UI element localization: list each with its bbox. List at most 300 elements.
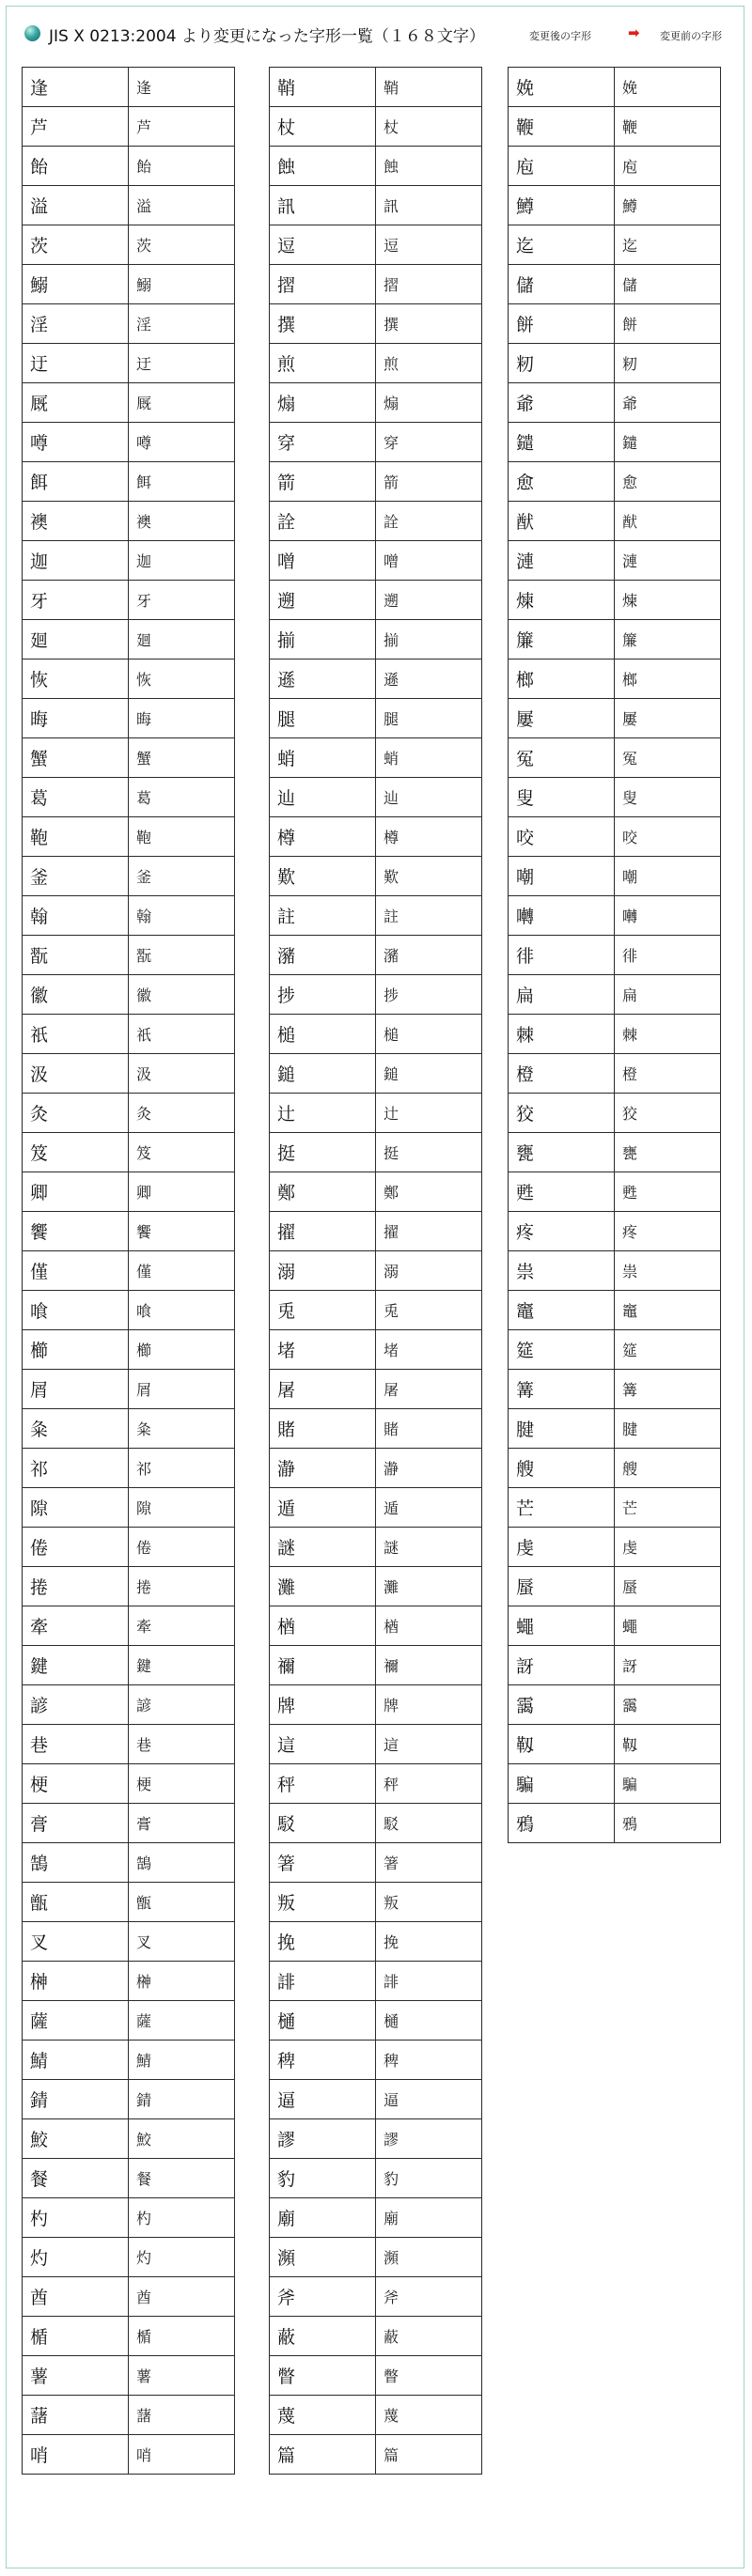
glyph-after-cell: 艘 <box>509 1449 615 1488</box>
glyph-after-cell: 遁 <box>270 1488 376 1528</box>
glyph-before-cell: 煽 <box>376 383 482 423</box>
glyph-before-cell: 撰 <box>376 304 482 344</box>
glyph-after-cell: 疼 <box>509 1212 615 1251</box>
table-row <box>270 186 482 225</box>
table-row <box>270 1646 482 1685</box>
glyph-after-cell: 堵 <box>270 1330 376 1370</box>
table-row <box>509 1764 721 1804</box>
glyph-after-cell: 晦 <box>23 699 129 738</box>
glyph-before-cell: 祇 <box>129 1015 235 1054</box>
glyph-before-cell: 狡 <box>615 1094 721 1133</box>
glyph-before-cell: 錆 <box>129 2080 235 2119</box>
table-row <box>270 2119 482 2159</box>
glyph-before-cell: 卿 <box>129 1172 235 1212</box>
glyph-before-cell: 嘲 <box>615 857 721 896</box>
table-row <box>23 344 235 383</box>
glyph-before-cell: 猷 <box>615 502 721 541</box>
glyph-after-cell: 靱 <box>509 1725 615 1764</box>
glyph-before-cell: 茨 <box>129 225 235 265</box>
table-row <box>509 1528 721 1567</box>
glyph-before-cell: 餐 <box>129 2159 235 2198</box>
glyph-after-cell: 杖 <box>270 107 376 147</box>
table-row <box>23 581 235 620</box>
glyph-before-cell: 訊 <box>376 186 482 225</box>
glyph-before-cell: 艘 <box>615 1449 721 1488</box>
table-row <box>270 1015 482 1054</box>
table-row <box>23 2159 235 2198</box>
glyph-after-cell: 嘲 <box>509 857 615 896</box>
glyph-after-cell: 瀕 <box>270 2238 376 2277</box>
glyph-after-cell: 隙 <box>23 1488 129 1528</box>
table-row <box>23 502 235 541</box>
glyph-before-cell: 遡 <box>376 581 482 620</box>
glyph-before-cell: 腿 <box>376 699 482 738</box>
glyph-before-cell: 蛸 <box>376 738 482 778</box>
glyph-after-cell: 槌 <box>270 1015 376 1054</box>
table-row <box>23 1843 235 1883</box>
table-row <box>270 1922 482 1962</box>
glyph-after-cell: 杓 <box>23 2198 129 2238</box>
glyph-before-cell: 厩 <box>129 383 235 423</box>
glyph-before-cell: 堵 <box>376 1330 482 1370</box>
glyph-before-cell: 訝 <box>615 1646 721 1685</box>
glyph-after-cell: 楢 <box>270 1606 376 1646</box>
table-row <box>270 462 482 502</box>
glyph-before-cell: 鵠 <box>129 1843 235 1883</box>
glyph-before-cell: 鄭 <box>376 1172 482 1212</box>
glyph-after-cell: 榊 <box>23 1962 129 2001</box>
table-row <box>270 1212 482 1251</box>
glyph-before-cell: 挽 <box>376 1922 482 1962</box>
glyph-after-cell: 餅 <box>509 304 615 344</box>
glyph-after-cell: 櫛 <box>23 1330 129 1370</box>
table-row <box>23 1685 235 1725</box>
table-row <box>270 304 482 344</box>
glyph-after-cell: 屢 <box>509 699 615 738</box>
glyph-before-cell: 爺 <box>615 383 721 423</box>
glyph-after-cell: 哨 <box>23 2435 129 2475</box>
glyph-before-cell: 薯 <box>129 2356 235 2396</box>
table-row <box>23 541 235 581</box>
glyph-before-cell: 擢 <box>376 1212 482 1251</box>
glyph-after-cell: 飴 <box>23 147 129 186</box>
glyph-after-cell: 鱒 <box>509 186 615 225</box>
table-row <box>23 1291 235 1330</box>
glyph-before-cell: 溢 <box>129 186 235 225</box>
table-row <box>509 344 721 383</box>
glyph-after-cell: 錆 <box>23 2080 129 2119</box>
page-title: JIS X 0213:2004 より変更になった字形一覧（１６８文字） <box>49 27 485 46</box>
glyph-before-cell: 揃 <box>376 620 482 660</box>
table-row <box>23 1962 235 2001</box>
table-row <box>270 1330 482 1370</box>
glyph-before-cell: 祟 <box>615 1251 721 1291</box>
glyph-after-cell: 蠅 <box>509 1606 615 1646</box>
table-row <box>270 344 482 383</box>
glyph-after-cell: 籾 <box>509 344 615 383</box>
table-row <box>23 817 235 857</box>
table-row <box>270 778 482 817</box>
glyph-before-cell: 箭 <box>376 462 482 502</box>
glyph-before-cell: 屢 <box>615 699 721 738</box>
glyph-before-cell: 叉 <box>129 1922 235 1962</box>
glyph-before-cell: 禰 <box>376 1646 482 1685</box>
table-row <box>23 2356 235 2396</box>
glyph-before-cell: 靄 <box>615 1685 721 1725</box>
glyph-after-cell: 噂 <box>23 423 129 462</box>
table-row <box>509 383 721 423</box>
glyph-before-cell: 蝕 <box>376 147 482 186</box>
glyph-before-cell: 蠅 <box>615 1606 721 1646</box>
table-row <box>23 1251 235 1291</box>
table-row <box>509 1330 721 1370</box>
table-row <box>270 1370 482 1409</box>
table-row <box>270 1409 482 1449</box>
glyph-after-cell: 簾 <box>509 620 615 660</box>
glyph-before-cell: 遁 <box>376 1488 482 1528</box>
glyph-before-cell: 鴉 <box>615 1804 721 1843</box>
glyph-after-cell: 逢 <box>23 68 129 107</box>
glyph-before-cell: 灸 <box>129 1094 235 1133</box>
glyph-before-cell: 蜃 <box>615 1567 721 1606</box>
glyph-before-cell: 庖 <box>615 147 721 186</box>
glyph-before-cell: 鞘 <box>376 68 482 107</box>
glyph-after-cell: 笈 <box>23 1133 129 1172</box>
glyph-after-cell: 詮 <box>270 502 376 541</box>
table-row <box>23 2001 235 2041</box>
glyph-after-cell: 灼 <box>23 2238 129 2277</box>
glyph-after-cell: 斧 <box>270 2277 376 2317</box>
table-row <box>270 1764 482 1804</box>
glyph-before-cell: 靱 <box>615 1725 721 1764</box>
table-row <box>270 1804 482 1843</box>
glyph-before-cell: 樽 <box>376 817 482 857</box>
table-row <box>270 225 482 265</box>
glyph-before-cell: 愈 <box>615 462 721 502</box>
table-row <box>270 1962 482 2001</box>
table-row <box>509 265 721 304</box>
glyph-before-cell: 餅 <box>615 304 721 344</box>
glyph-before-cell: 隙 <box>129 1488 235 1528</box>
glyph-after-cell: 茨 <box>23 225 129 265</box>
glyph-before-cell: 篝 <box>615 1370 721 1409</box>
glyph-after-cell: 爺 <box>509 383 615 423</box>
glyph-after-cell: 甕 <box>509 1133 615 1172</box>
glyph-after-cell: 迦 <box>23 541 129 581</box>
glyph-before-cell: 膏 <box>129 1804 235 1843</box>
glyph-after-cell: 薯 <box>23 2356 129 2396</box>
glyph-after-cell: 徽 <box>23 975 129 1015</box>
table-row <box>509 778 721 817</box>
glyph-after-cell: 徘 <box>509 936 615 975</box>
glyph-before-cell: 駁 <box>376 1804 482 1843</box>
glyph-after-cell: 楯 <box>23 2317 129 2356</box>
glyph-after-cell: 橙 <box>509 1054 615 1094</box>
table-row <box>23 186 235 225</box>
table-row <box>23 2080 235 2119</box>
table-row <box>509 817 721 857</box>
glyph-before-cell: 迂 <box>129 344 235 383</box>
glyph-before-cell: 捲 <box>129 1567 235 1606</box>
glyph-before-cell: 疼 <box>615 1212 721 1251</box>
table-row <box>509 581 721 620</box>
glyph-after-cell: 謬 <box>270 2119 376 2159</box>
table-row <box>509 1606 721 1646</box>
table-row <box>509 462 721 502</box>
glyph-after-cell: 箸 <box>270 1843 376 1883</box>
table-row <box>23 1606 235 1646</box>
glyph-after-cell: 秤 <box>270 1764 376 1804</box>
glyph-after-cell: 芦 <box>23 107 129 147</box>
glyph-after-cell: 逗 <box>270 225 376 265</box>
glyph-before-cell: 稗 <box>376 2041 482 2080</box>
table-row <box>509 1567 721 1606</box>
glyph-table-column-1 <box>22 67 235 2475</box>
table-row <box>270 1528 482 1567</box>
glyph-after-cell: 囀 <box>509 896 615 936</box>
glyph-before-cell: 棘 <box>615 1015 721 1054</box>
glyph-before-cell: 騙 <box>615 1764 721 1804</box>
glyph-before-cell: 逼 <box>376 2080 482 2119</box>
glyph-before-cell: 恢 <box>129 660 235 699</box>
glyph-after-cell: 狡 <box>509 1094 615 1133</box>
glyph-before-cell: 餌 <box>129 462 235 502</box>
table-row <box>509 1488 721 1528</box>
glyph-before-cell: 屑 <box>129 1370 235 1409</box>
glyph-before-cell: 豹 <box>376 2159 482 2198</box>
table-row <box>270 107 482 147</box>
glyph-before-cell: 酋 <box>129 2277 235 2317</box>
glyph-before-cell: 灘 <box>376 1567 482 1606</box>
table-row <box>23 857 235 896</box>
glyph-before-cell: 竈 <box>615 1291 721 1330</box>
glyph-after-cell: 巷 <box>23 1725 129 1764</box>
glyph-before-cell: 廻 <box>129 620 235 660</box>
glyph-after-cell: 餌 <box>23 462 129 502</box>
table-row <box>270 541 482 581</box>
table-row <box>509 1015 721 1054</box>
glyph-after-cell: 棘 <box>509 1015 615 1054</box>
glyph-after-cell: 捲 <box>23 1567 129 1606</box>
glyph-before-cell: 芒 <box>615 1488 721 1528</box>
glyph-after-cell: 倦 <box>23 1528 129 1567</box>
glyph-after-cell: 葛 <box>23 778 129 817</box>
table-row <box>270 265 482 304</box>
glyph-before-cell: 逢 <box>129 68 235 107</box>
glyph-after-cell: 卿 <box>23 1172 129 1212</box>
table-row <box>23 699 235 738</box>
table-row <box>270 2159 482 2198</box>
glyph-after-cell: 娩 <box>509 68 615 107</box>
glyph-after-cell: 藷 <box>23 2396 129 2435</box>
glyph-before-cell: 榊 <box>129 1962 235 2001</box>
glyph-after-cell: 翰 <box>23 896 129 936</box>
table-row <box>509 1172 721 1212</box>
glyph-after-cell: 甦 <box>509 1172 615 1212</box>
glyph-after-cell: 鍵 <box>23 1646 129 1685</box>
glyph-before-cell: 鑓 <box>615 423 721 462</box>
glyph-before-cell: 漣 <box>615 541 721 581</box>
glyph-before-cell: 淫 <box>129 304 235 344</box>
glyph-before-cell: 迦 <box>129 541 235 581</box>
glyph-before-cell: 謎 <box>376 1528 482 1567</box>
glyph-before-cell: 歎 <box>376 857 482 896</box>
glyph-before-cell: 挺 <box>376 1133 482 1172</box>
glyph-after-cell: 噌 <box>270 541 376 581</box>
table-row <box>509 1646 721 1685</box>
glyph-before-cell: 粂 <box>129 1409 235 1449</box>
glyph-after-cell: 瀞 <box>270 1449 376 1488</box>
table-row <box>23 1764 235 1804</box>
glyph-before-cell: 葛 <box>129 778 235 817</box>
table-row <box>23 620 235 660</box>
glyph-before-cell: 楢 <box>376 1606 482 1646</box>
table-row <box>23 1094 235 1133</box>
glyph-after-cell: 竈 <box>509 1291 615 1330</box>
glyph-after-cell: 訝 <box>509 1646 615 1685</box>
table-row <box>23 1172 235 1212</box>
glyph-after-cell: 辻 <box>270 1094 376 1133</box>
glyph-before-cell: 牌 <box>376 1685 482 1725</box>
glyph-before-cell: 鞄 <box>129 817 235 857</box>
glyph-before-cell: 鍵 <box>129 1646 235 1685</box>
glyph-after-cell: 叉 <box>23 1922 129 1962</box>
glyph-before-cell: 腱 <box>615 1409 721 1449</box>
table-row <box>270 1488 482 1528</box>
glyph-after-cell: 庖 <box>509 147 615 186</box>
glyph-after-cell: 禰 <box>270 1646 376 1685</box>
glyph-after-cell: 溺 <box>270 1251 376 1291</box>
glyph-before-cell: 鞭 <box>615 107 721 147</box>
table-row <box>23 1528 235 1567</box>
table-row <box>270 2356 482 2396</box>
glyph-before-cell: 迄 <box>615 225 721 265</box>
glyph-before-cell: 槌 <box>376 1015 482 1054</box>
glyph-after-cell: 瞥 <box>270 2356 376 2396</box>
glyph-before-cell: 僅 <box>129 1251 235 1291</box>
glyph-before-cell: 簾 <box>615 620 721 660</box>
glyph-after-cell: 諺 <box>23 1685 129 1725</box>
table-row <box>23 1922 235 1962</box>
glyph-after-cell: 叟 <box>509 778 615 817</box>
glyph-after-cell: 灘 <box>270 1567 376 1606</box>
table-row <box>270 2277 482 2317</box>
table-row <box>270 68 482 107</box>
glyph-after-cell: 筵 <box>509 1330 615 1370</box>
glyph-before-cell: 噂 <box>129 423 235 462</box>
glyph-after-cell: 牌 <box>270 1685 376 1725</box>
glyph-after-cell: 煎 <box>270 344 376 383</box>
glyph-before-cell: 謬 <box>376 2119 482 2159</box>
glyph-after-cell: 辿 <box>270 778 376 817</box>
glyph-after-cell: 餐 <box>23 2159 129 2198</box>
glyph-before-cell: 篇 <box>376 2435 482 2475</box>
glyph-before-cell: 鱒 <box>615 186 721 225</box>
glyph-before-cell: 叟 <box>615 778 721 817</box>
glyph-after-cell: 駁 <box>270 1804 376 1843</box>
table-row <box>23 2198 235 2238</box>
glyph-before-cell: 巷 <box>129 1725 235 1764</box>
table-row <box>270 1567 482 1606</box>
glyph-after-cell: 牙 <box>23 581 129 620</box>
table-row <box>23 423 235 462</box>
table-row <box>270 1094 482 1133</box>
table-row <box>509 896 721 936</box>
table-row <box>270 660 482 699</box>
glyph-after-cell: 歎 <box>270 857 376 896</box>
table-row <box>270 581 482 620</box>
glyph-before-cell: 籾 <box>615 344 721 383</box>
legend-after-label: 変更後の字形 <box>529 30 591 42</box>
glyph-after-cell: 挺 <box>270 1133 376 1172</box>
table-row <box>23 2435 235 2475</box>
glyph-after-cell: 祁 <box>23 1449 129 1488</box>
glyph-after-cell: 溢 <box>23 186 129 225</box>
table-row <box>270 1449 482 1488</box>
glyph-after-cell: 遜 <box>270 660 376 699</box>
glyph-after-cell: 屠 <box>270 1370 376 1409</box>
glyph-before-cell: 瀦 <box>376 936 482 975</box>
table-row <box>270 2080 482 2119</box>
table-row <box>509 857 721 896</box>
glyph-before-cell: 秤 <box>376 1764 482 1804</box>
glyph-before-cell: 兎 <box>376 1291 482 1330</box>
glyph-before-cell: 廟 <box>376 2198 482 2238</box>
glyph-before-cell: 諺 <box>129 1685 235 1725</box>
table-row <box>509 1370 721 1409</box>
glyph-before-cell: 逗 <box>376 225 482 265</box>
table-row <box>270 817 482 857</box>
glyph-before-cell: 註 <box>376 896 482 936</box>
glyph-after-cell: 屑 <box>23 1370 129 1409</box>
table-row <box>509 225 721 265</box>
glyph-after-cell: 甑 <box>23 1883 129 1922</box>
glyph-before-cell: 箸 <box>376 1843 482 1883</box>
glyph-after-cell: 灸 <box>23 1094 129 1133</box>
glyph-after-cell: 摺 <box>270 265 376 304</box>
glyph-before-cell: 薩 <box>129 2001 235 2041</box>
table-row <box>23 1449 235 1488</box>
table-row <box>509 186 721 225</box>
table-row <box>23 1567 235 1606</box>
table-row <box>23 225 235 265</box>
glyph-after-cell: 鎚 <box>270 1054 376 1094</box>
glyph-after-cell: 鑓 <box>509 423 615 462</box>
glyph-after-cell: 兎 <box>270 1291 376 1330</box>
glyph-after-cell: 粂 <box>23 1409 129 1449</box>
glyph-before-cell: 瀞 <box>376 1449 482 1488</box>
table-row <box>270 2317 482 2356</box>
glyph-after-cell: 冤 <box>509 738 615 778</box>
glyph-before-cell: 徽 <box>129 975 235 1015</box>
table-row <box>23 462 235 502</box>
glyph-before-cell: 煎 <box>376 344 482 383</box>
table-row <box>23 1883 235 1922</box>
glyph-before-cell: 溺 <box>376 1251 482 1291</box>
glyph-before-cell: 斧 <box>376 2277 482 2317</box>
glyph-before-cell: 筵 <box>615 1330 721 1370</box>
table-row <box>270 423 482 462</box>
glyph-after-cell: 鞘 <box>270 68 376 107</box>
glyph-after-cell: 迄 <box>509 225 615 265</box>
table-row <box>23 660 235 699</box>
glyph-before-cell: 橙 <box>615 1054 721 1094</box>
glyph-after-cell: 扁 <box>509 975 615 1015</box>
glyph-before-cell: 杖 <box>376 107 482 147</box>
glyph-before-cell: 蔑 <box>376 2396 482 2435</box>
glyph-after-cell: 蛸 <box>270 738 376 778</box>
glyph-after-cell: 愈 <box>509 462 615 502</box>
